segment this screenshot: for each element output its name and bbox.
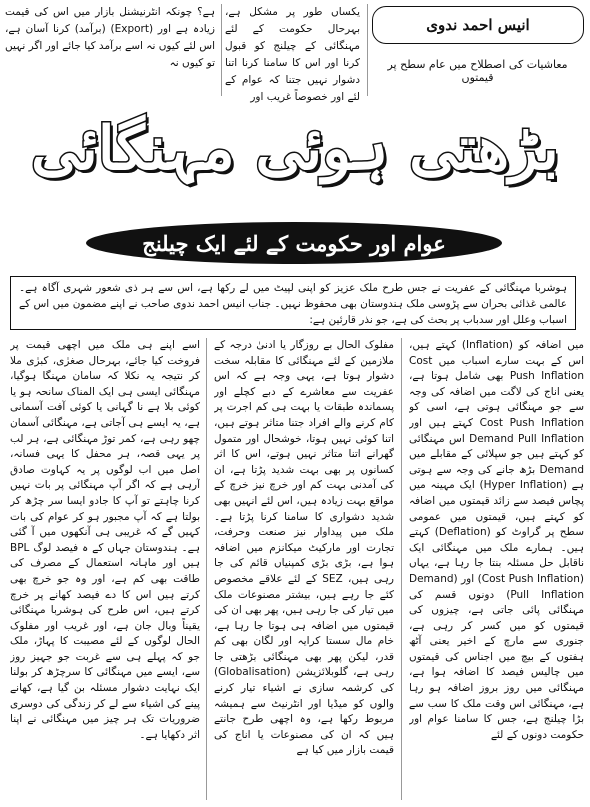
headline: بڑھتی ہوئی مہنگائی bbox=[31, 114, 559, 184]
headline-block bbox=[31, 104, 559, 194]
author-byline bbox=[372, 6, 584, 44]
body-column-1 bbox=[409, 338, 584, 803]
intro-text: ہوشربا مہنگائی کے عفریت نے جس طرح ملک عزیز کو اپنی لپیٹ میں لے رکھا ہے، اس سے ہر ذی شعور شہری آگاہ ہے۔ عالمی غذائی بحران سے پڑوسی ملک ہندوستان بھی محفوظ نہیں۔ جناب انیس احمد ندوی صاحب نے اپنے مضمون میں اس کے اسباب وعلل اور سدباب پر بحث کی ہے، جو نذر قارئین ہے: bbox=[19, 282, 567, 326]
column-divider bbox=[401, 338, 402, 800]
paragraph: یکساں طور پر مشکل ہے، بہرحال حکومت کے لئے مہنگائی کے چیلنج کو قبول کرنا اور اس کا سامنا کرنا اتنا دشوار نہیں جتنا کہ عوام کے لئے اور خصوصاً غریب اور bbox=[225, 6, 360, 103]
column-divider bbox=[367, 4, 368, 96]
body-column-3 bbox=[10, 338, 200, 803]
body-column-2 bbox=[214, 338, 394, 803]
top-section bbox=[0, 0, 590, 103]
subtitle: عوام اور حکومت کے لئے ایک چیلنج bbox=[142, 230, 446, 256]
intro-box bbox=[10, 276, 576, 330]
paragraph: میں اضافہ کو (Inflation) کہتے ہیں، اس کے بہت سارے اسباب میں Cost Push Inflation بھی شامل ہوتا ہے، یعنی اناج کی لاگت میں اضافہ کی وجہ سے جو مہنگائی ہوتی ہے، اسی کو Cost Push Inflation کہتے ہیں اور Demand Pull Inflation اس مہنگائی کو کہتے ہیں جو سپلائی کے مقابلے میں Demand بڑھ جانے کی وجہ سے ہوتی ہے (Hyper Inflation) ایک مہینہ میں پچاس فیصد سے زائد قیمتوں میں اضافہ کو کہتے ہیں، قیمتوں میں عمومی سطح پر گراوٹ کو (Deflation) کہتے ہیں۔ ہمارے ملک میں مہنگائی ایک ناقابل حل مسئلہ بنتا جا رہا ہے، یہاں (Cost Push Inflation) اور (Demand Pull Inflation) دونوں قسم کی مہنگائی پائی جاتی ہے، چیزوں کی قیمتوں کو میں کسر کر رہی ہے، جنوری سے مارچ کے اخیر یعنی آٹھ ہفتوں کے بیچ میں اجناس کی قیمتوں میں چالیس فیصد کا اضافہ ہوا ہے، مہنگائی میں روز بروز اضافہ ہو رہا ہے، مہنگائی اس وقت ملک کا سب سے بڑا چیلنج ہے، جس کا سامنا عوام اور حکومت دونوں کے لئے bbox=[409, 339, 584, 741]
paragraph: اسے اپنے ہی ملک میں اچھی قیمت پر فروخت کیا جائے، بہرحال صغرٰی، کبرٰی ملا کر نتیجہ یہ نکلا کہ سامان مہنگا ہوگیا، مہنگائی ایسی ہی ایک المناک سانحہ ہو یا کوئی بلا ہے نا گہانی یا کوئی آفت آسمانی ہے، یہ ایسے ہی آجاتی ہے، مہنگائی آسمان چھو رہی ہے، کمر توڑ مہنگائی ہے، ہر لب پر یہی قصہ، ہر محفل کا یہی فسانہ، اصل میں اب لوگوں پر یہ کہاوت صادق آرہی ہے کہ اگر آپ مہنگائی پر بات نہیں کرنا چاہتے تو آپ کا جادو ایسا سر چڑھ کر بولتا ہے کہ آپ مجبور ہو کر عوام کی بات کہیں گے کہ غریبی ہی آنکھوں میں آ گئی ہے۔ ہندوستان جہاں کے ہ فیصد لوگ BPL ہیں اور ماہانہ استعمال کے مصرف کی طاقت بھی کم ہے، اور وہ جو خرچ بھی کرتے ہیں اس کا دے فیصد کھانے پر خرچ کرتے ہیں، اس طرح کی ہوشربا مہنگائی یقیناً وبال جان ہے، اور غریب اور مفلوک الحال لوگوں کے لئے مصیبت کا پہاڑ، ملک جو کہ پہلے ہی سے غربت جو جہیز روز سے، ایسے میں مہنگائی کا سرچڑھ کر بولنا ایک نہایت دشوار مسئلہ بن گیا ہے، کھانے پینے کی اشیاء سے لے کر زندگی کی دوسری ضروریات تک ہر چیز میں مہنگائی نے اپنا اثر دکھایا ہے۔ bbox=[10, 339, 200, 741]
top-column-2 bbox=[5, 4, 215, 72]
top-column-1 bbox=[225, 4, 360, 106]
paragraph: مفلوک الحال بے روزگار یا ادنیٰ درجہ کے ملازمین کے لئے مہنگائی کا مقابلہ سخت دشوار ہوتا ہے، یہی وجہ ہے کہ اس عفریت سے معاشرے کے دبے کچلے اور پسماندہ طبقات یا بہت ہی کم اجرت پر کام کرنے والے افراد جتنا متاثر ہوتے ہیں، اتنا کوئی نہیں ہوتا، خوشحال اور متمول گھرانے اتنا متاثر نہیں ہوتے، اس کا اثر کسانوں پر بھی بہت شدید پڑتا ہے، ان کی آمدنی بہت کم اور خرچ نیز خرچ کے مواقع بہت زیادہ ہیں، اس لئے انہیں بھی شدید دشواری کا سامنا کرنا پڑتا ہے۔ ملک میں پیداوار نیز صنعت وحرفت، تجارت اور مارکیٹ میکانزم میں اضافہ ہوا ہے، بڑی بڑی کمپنیاں قائم کی جا رہی ہیں، SEZ کے لئے علاقے مخصوص کئے جا رہے ہیں، بیشتر مصنوعات ملک میں تیار کی جا رہی ہیں، پھر بھی ان کی قیمتوں میں اضافہ ہی ہوتا جا رہا ہے، خام مال سستا کرایہ اور لگان بھی کم قدر، لیکن پھر بھی مہنگائی بڑھتی جا رہی ہے، گلوبلائزیشن (Globalisation) کی کرشمہ سازی نے اشیاء تیار کرنے والوں کو میڈیا اور انٹرنیٹ سے ہمیشہ مربوط رکھا ہے، وہ اچھی طرح جانتے ہیں کہ ان کی مصنوعات یا اناج کی قیمت بازار میں کیا ہے bbox=[214, 339, 394, 757]
subtitle-banner bbox=[86, 222, 502, 264]
column-divider bbox=[221, 4, 222, 96]
column-divider bbox=[206, 338, 207, 800]
column-intro-line: معاشیات کی اصطلاح میں عام سطح پر قیمتوں bbox=[387, 58, 568, 84]
author-name: انیس احمد ندوی bbox=[426, 16, 530, 34]
paragraph: ہے؟ چونکہ انٹرنیشنل بازار میں اس کی قیمت زیادہ ہے اور (Export) (برآمد) کرنا آسان ہے، اس لئے کیوں نہ اسے برآمد کیا جائے اور اگر نہیں تو کیوں نہ bbox=[5, 6, 215, 69]
